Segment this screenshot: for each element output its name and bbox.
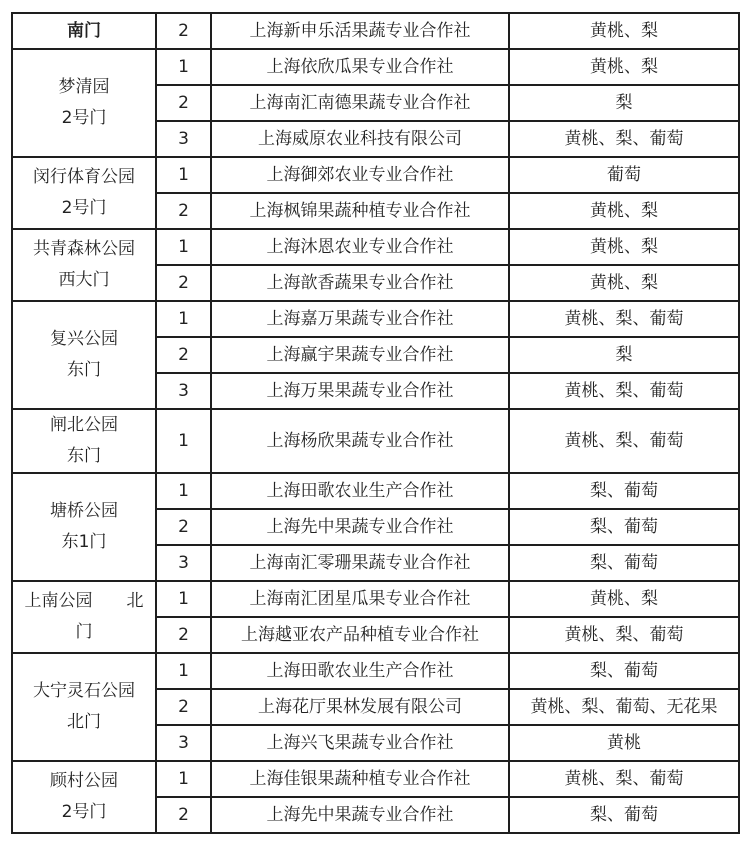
table-row (12, 157, 739, 193)
number-cell: 1 (156, 49, 211, 85)
fruits-cell: 黄桃、梨、葡萄、无花果 (509, 689, 739, 725)
number-cell: 2 (156, 193, 211, 229)
number-cell: 3 (156, 545, 211, 581)
fruits-cell: 梨、葡萄 (509, 509, 739, 545)
number-cell: 3 (156, 121, 211, 157)
table-row (12, 473, 739, 509)
fruits-cell: 葡萄 (509, 157, 739, 193)
number-cell: 1 (156, 653, 211, 689)
number-cell: 1 (156, 301, 211, 337)
location-cell: 上南公园 北 门 (12, 581, 156, 653)
cooperative-cell: 上海歆香蔬果专业合作社 (211, 265, 509, 301)
cooperative-cell: 上海枫锦果蔬种植专业合作社 (211, 193, 509, 229)
number-cell: 2 (156, 13, 211, 49)
table-row (12, 229, 739, 265)
location-cell: 塘桥公园 东1门 (12, 473, 156, 581)
fruits-cell: 黄桃、梨、葡萄 (509, 121, 739, 157)
fruits-cell: 梨、葡萄 (509, 473, 739, 509)
market-table (11, 12, 740, 834)
number-cell: 2 (156, 797, 211, 833)
cooperative-cell: 上海越亚农产品种植专业合作社 (211, 617, 509, 653)
cooperative-cell: 上海依欣瓜果专业合作社 (211, 49, 509, 85)
location-cell: 大宁灵石公园 北门 (12, 653, 156, 761)
fruits-cell: 黄桃、梨、葡萄 (509, 373, 739, 409)
table-row (12, 581, 739, 617)
cooperative-cell: 上海花厅果林发展有限公司 (211, 689, 509, 725)
location-cell: 闵行体育公园 2号门 (12, 157, 156, 229)
location-cell: 复兴公园 东门 (12, 301, 156, 409)
fruits-cell: 梨、葡萄 (509, 545, 739, 581)
cooperative-cell: 上海先中果蔬专业合作社 (211, 797, 509, 833)
number-cell: 1 (156, 581, 211, 617)
fruits-cell: 黄桃、梨、葡萄 (509, 761, 739, 797)
fruits-cell: 梨、葡萄 (509, 797, 739, 833)
cooperative-cell: 上海嘉万果蔬专业合作社 (211, 301, 509, 337)
location-cell: 顾村公园 2号门 (12, 761, 156, 833)
number-cell: 3 (156, 725, 211, 761)
cooperative-cell: 上海南汇团星瓜果专业合作社 (211, 581, 509, 617)
number-cell: 2 (156, 85, 211, 121)
fruits-cell: 黄桃、梨、葡萄 (509, 617, 739, 653)
number-cell: 2 (156, 265, 211, 301)
number-cell: 2 (156, 617, 211, 653)
fruits-cell: 黄桃、梨 (509, 229, 739, 265)
location-cell: 梦清园 2号门 (12, 49, 156, 157)
cooperative-cell: 上海佳银果蔬种植专业合作社 (211, 761, 509, 797)
cooperative-cell: 上海田歌农业生产合作社 (211, 653, 509, 689)
table-row (12, 13, 739, 49)
number-cell: 1 (156, 229, 211, 265)
number-cell: 3 (156, 373, 211, 409)
fruits-cell: 黄桃 (509, 725, 739, 761)
number-cell: 1 (156, 157, 211, 193)
cooperative-cell: 上海兴飞果蔬专业合作社 (211, 725, 509, 761)
cooperative-cell: 上海沐恩农业专业合作社 (211, 229, 509, 265)
table-row (12, 653, 739, 689)
fruits-cell: 梨、葡萄 (509, 653, 739, 689)
fruits-cell: 黄桃、梨 (509, 265, 739, 301)
number-cell: 1 (156, 409, 211, 473)
number-cell: 2 (156, 509, 211, 545)
cooperative-cell: 上海御郊农业专业合作社 (211, 157, 509, 193)
table-row (12, 761, 739, 797)
cooperative-cell: 上海赢宇果蔬专业合作社 (211, 337, 509, 373)
fruits-cell: 黄桃、梨、葡萄 (509, 301, 739, 337)
location-cell: 南门 (12, 13, 156, 49)
table-row (12, 49, 739, 85)
cooperative-cell: 上海南汇南德果蔬专业合作社 (211, 85, 509, 121)
fruits-cell: 黄桃、梨 (509, 49, 739, 85)
fruits-cell: 梨 (509, 337, 739, 373)
fruits-cell: 黄桃、梨 (509, 193, 739, 229)
table-row (12, 409, 739, 473)
cooperative-cell: 上海万果果蔬专业合作社 (211, 373, 509, 409)
cooperative-cell: 上海南汇零珊果蔬专业合作社 (211, 545, 509, 581)
cooperative-cell: 上海杨欣果蔬专业合作社 (211, 409, 509, 473)
fruits-cell: 黄桃、梨 (509, 581, 739, 617)
market-table-body (12, 13, 739, 833)
number-cell: 2 (156, 689, 211, 725)
fruits-cell: 黄桃、梨 (509, 13, 739, 49)
cooperative-cell: 上海田歌农业生产合作社 (211, 473, 509, 509)
fruits-cell: 梨 (509, 85, 739, 121)
cooperative-cell: 上海先中果蔬专业合作社 (211, 509, 509, 545)
cooperative-cell: 上海威原农业科技有限公司 (211, 121, 509, 157)
number-cell: 2 (156, 337, 211, 373)
number-cell: 1 (156, 761, 211, 797)
table-row (12, 301, 739, 337)
number-cell: 1 (156, 473, 211, 509)
location-cell: 闸北公园 东门 (12, 409, 156, 473)
location-cell: 共青森林公园 西大门 (12, 229, 156, 301)
fruits-cell: 黄桃、梨、葡萄 (509, 409, 739, 473)
cooperative-cell: 上海新申乐活果蔬专业合作社 (211, 13, 509, 49)
